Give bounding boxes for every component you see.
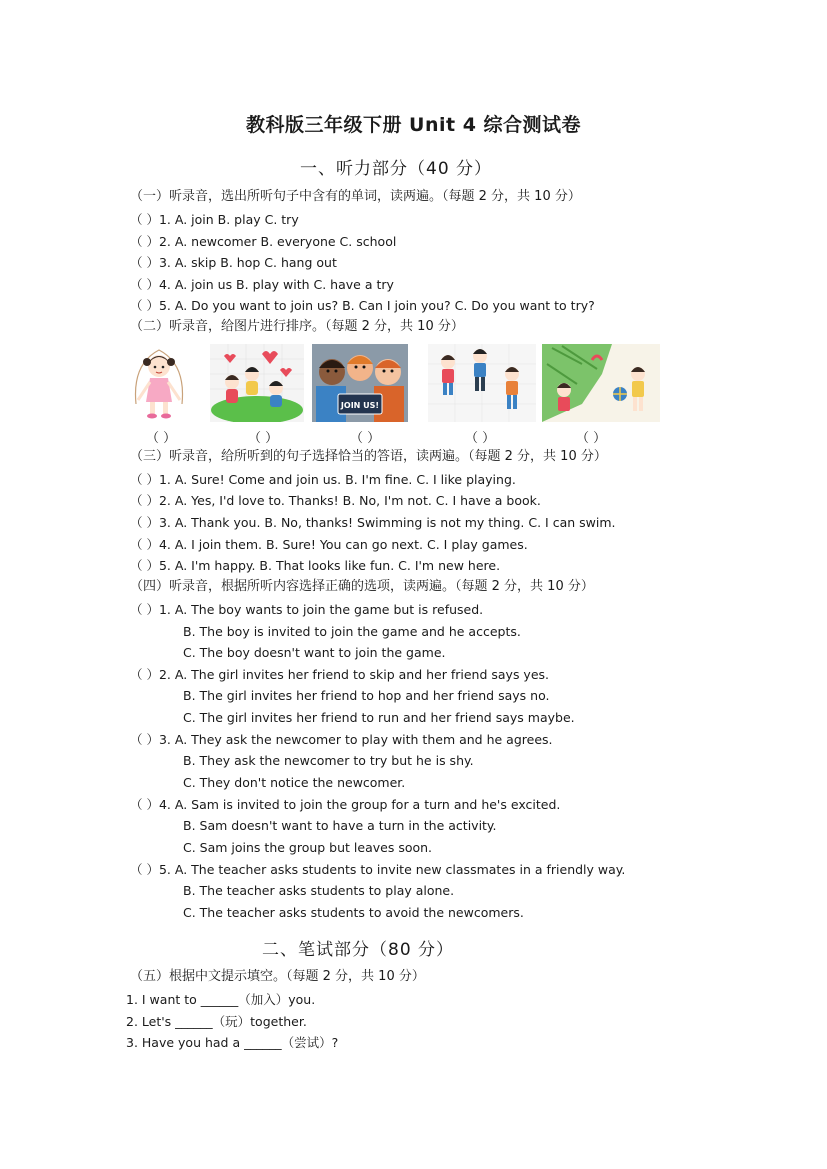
- join-us-sign-text: JOIN US!: [340, 401, 380, 410]
- section-1-item: （ ）3. A. skip B. hop C. hang out: [130, 255, 337, 270]
- section-1-item: （ ）4. A. join us B. play with C. have a try: [130, 277, 394, 292]
- children-playing-picture: [210, 344, 304, 422]
- section-1-item: （ ）5. A. Do you want to join us? B. Can I join you? C. Do you want to try?: [130, 298, 595, 313]
- section-2-heading: （二）听录音，给图片进行排序。（每题 2 分，共 10 分）: [130, 319, 464, 334]
- picture-row: [128, 344, 668, 422]
- order-blank-2[interactable]: （ ）: [248, 431, 279, 446]
- part-listening-title: 一、听力部分（40 分）: [300, 159, 493, 179]
- part-writing-title: 二、笔试部分（80 分）: [262, 940, 455, 960]
- section-5-item: 1. I want to ______（加入）you.: [126, 992, 316, 1007]
- kids-hopping-picture: [428, 344, 536, 422]
- section-4-option: C. Sam joins the group but leaves soon.: [183, 840, 433, 855]
- section-4-question-4: （ ）4. A. Sam is invited to join the group for a turn and he's excited.: [130, 797, 561, 812]
- section-4-option: C. They don't notice the newcomer.: [183, 775, 406, 790]
- section-3-item: （ ）2. A. Yes, I'd love to. Thanks! B. No, I'm not. C. I have a book.: [130, 493, 541, 508]
- section-4-heading: （四）听录音，根据所听内容选择正确的选项，读两遍。（每题 2 分，共 10 分）: [130, 579, 594, 594]
- section-4-option: B. The teacher asks students to play alone.: [183, 883, 455, 898]
- section-5-item: 3. Have you had a ______（尝试）?: [126, 1035, 339, 1050]
- order-blank-1[interactable]: （ ）: [146, 431, 177, 446]
- section-4-option: B. They ask the newcomer to try but he is shy.: [183, 753, 474, 768]
- section-3-item: （ ）1. A. Sure! Come and join us. B. I'm fine. C. I like playing.: [130, 472, 516, 487]
- section-3-heading: （三）听录音，给所听到的句子选择恰当的答语，读两遍。（每题 2 分，共 10 分）: [130, 449, 607, 464]
- section-5-item: 2. Let's ______（玩）together.: [126, 1014, 307, 1029]
- order-blank-3[interactable]: （ ）: [350, 431, 381, 446]
- order-blank-4[interactable]: （ ）: [465, 431, 496, 446]
- section-4-question-3: （ ）3. A. They ask the newcomer to play with them and he agrees.: [130, 732, 553, 747]
- order-blank-5[interactable]: （ ）: [576, 431, 607, 446]
- section-4-question-1: （ ）1. A. The boy wants to join the game but is refused.: [130, 602, 484, 617]
- section-1-heading: （一）听录音，选出所听句子中含有的单词，读两遍。（每题 2 分，共 10 分）: [130, 189, 581, 204]
- document-title: 教科版三年级下册 Unit 4 综合测试卷: [245, 114, 582, 136]
- section-4-question-5: （ ）5. A. The teacher asks students to invite new classmates in a friendly way.: [130, 862, 626, 877]
- section-1-item: （ ）1. A. join B. play C. try: [130, 212, 299, 227]
- section-4-question-2: （ ）2. A. The girl invites her friend to skip and her friend says yes.: [130, 667, 550, 682]
- section-1-item: （ ）2. A. newcomer B. everyone C. school: [130, 234, 397, 249]
- section-5-heading: （五）根据中文提示填空。（每题 2 分，共 10 分）: [130, 969, 425, 984]
- section-4-option: B. The boy is invited to join the game and he accepts.: [183, 624, 521, 639]
- section-3-item: （ ）4. A. I join them. B. Sure! You can go next. C. I play games.: [130, 537, 528, 552]
- section-4-option: B. Sam doesn't want to have a turn in the activity.: [183, 818, 497, 833]
- section-4-option: C. The boy doesn't want to join the game.: [183, 645, 446, 660]
- skipping-girl-picture: [128, 344, 190, 422]
- section-4-option: C. The girl invites her friend to run and her friend says maybe.: [183, 710, 575, 725]
- outdoor-play-picture: [542, 344, 660, 422]
- section-4-option: C. The teacher asks students to avoid the newcomers.: [183, 905, 524, 920]
- section-4-option: B. The girl invites her friend to hop and her friend says no.: [183, 688, 550, 703]
- section-3-item: （ ）5. A. I'm happy. B. That looks like fun. C. I'm new here.: [130, 558, 501, 573]
- join-us-picture: [312, 344, 408, 422]
- section-3-item: （ ）3. A. Thank you. B. No, thanks! Swimming is not my thing. C. I can swim.: [130, 515, 616, 530]
